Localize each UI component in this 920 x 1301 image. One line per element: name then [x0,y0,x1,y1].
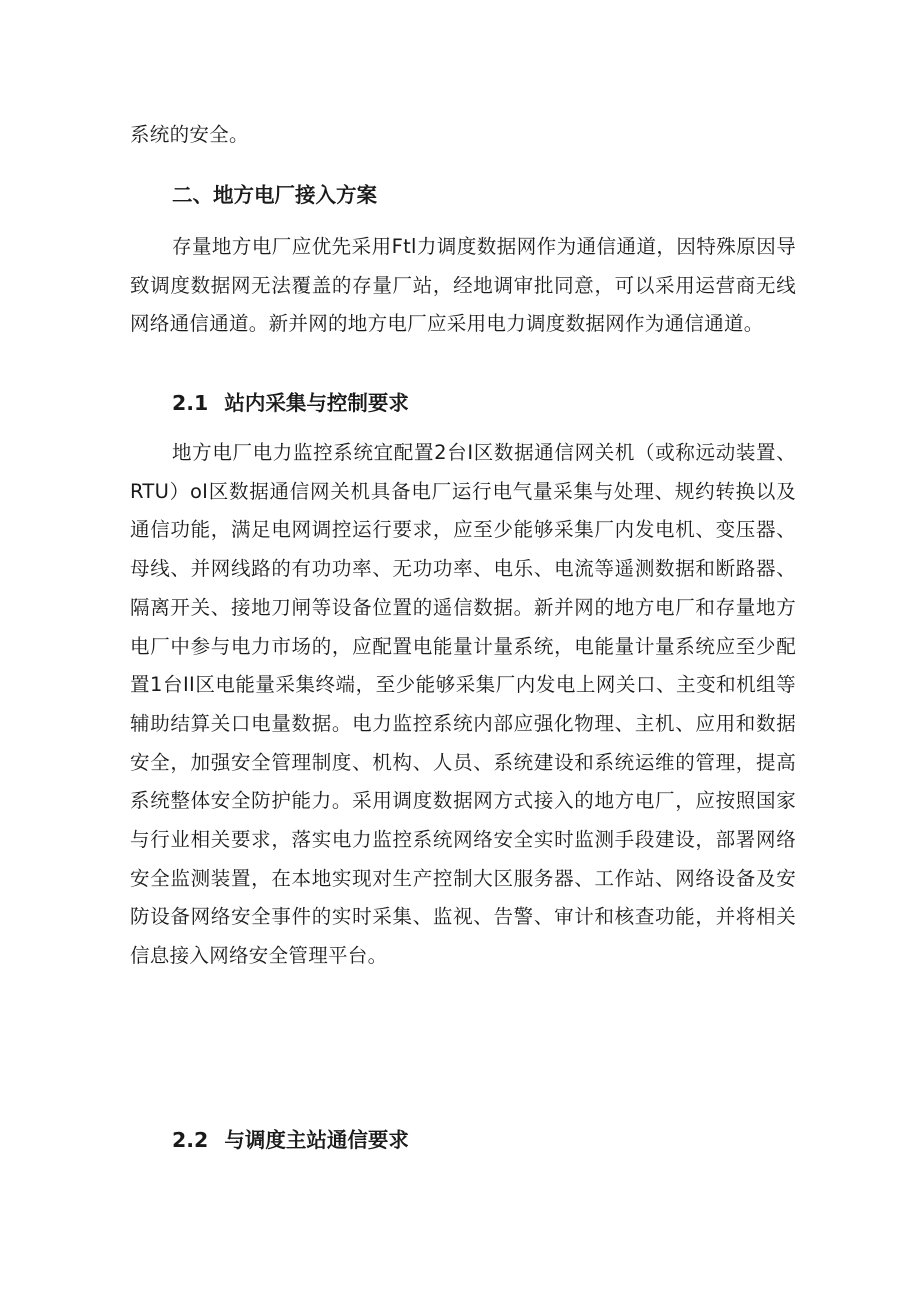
section-2-2-number: 2.2 [172,1128,209,1152]
section-2-1-title: 站内采集与控制要求 [224,391,409,415]
section-2-2-title: 与调度主站通信要求 [224,1128,409,1152]
section-2-1-heading [172,388,409,418]
section-2-paragraph: 存量地方电厂应优先采用Ftl力调度数据网作为通信通道，因特殊原因导致调度数据网无法覆盖的存量厂站，经地调审批同意，可以采用运营商无线网络通信通道。新并网的地方电厂应采用电力调度数据网作为通信通道。 [130,235,796,336]
section-2-heading: 二、地方电厂接入方案 [172,183,377,207]
section-2-1-number: 2.1 [172,391,209,415]
section-2-2-heading [172,1125,409,1155]
intro-tail-paragraph: 系统的安全。 [130,123,249,146]
section-2-1-paragraph: 地方电厂电力监控系统宜配置2台I区数据通信网关机（或称远动装置、RTU）oI区数据通信网关机具备电厂运行电气量采集与处理、规约转换以及通信功能，满足电网调控运行要求，应至少能够采集厂内发电机、变压器、母线、并网线路的有功功率、无功功率、电乐、电流等遥测数据和断路器、隔离开关、接地刀闸等设备位置的遥信数据。新并网的地方电厂和存量地方电厂中参与电力市场的，应配置电能量计量系统，电能量计量系统应至少配置1台II区电能量采集终端，至少能够采集厂内发电上网关口、主变和机组等辅助结算关口电量数据。电力监控系统内部应强化物理、主机、应用和数据安全，加强安全管理制度、机构、人员、系统建设和系统运维的管理，提高系统整体安全防护能力。采用调度数据网方式接入的地方电厂，应按照国家与行业相关要求，落实电力监控系统网络安全实时监测手段建设，部署网络安全监测装置，在本地实现对生产控制大区服务器、工作站、网络设备及安防设备网络安全事件的实时采集、监视、告警、审计和核查功能，并将相关信息接入网络安全管理平台。 [130,441,796,968]
